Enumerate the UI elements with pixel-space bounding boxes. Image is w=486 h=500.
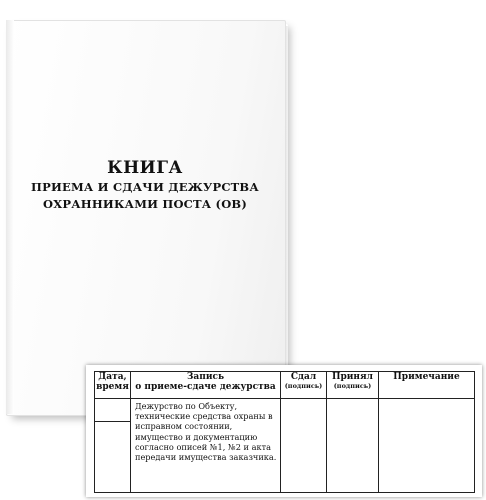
cell-date	[95, 422, 131, 493]
entry-line: согласно описей №1, №2 и акта	[135, 441, 271, 452]
entry-line: имущество и документацию	[135, 431, 258, 442]
header-handed-label: Сдал	[290, 372, 317, 382]
cell-accepted	[327, 399, 379, 493]
sample-page	[86, 365, 482, 497]
header-time-line: время	[96, 382, 129, 392]
header-record-subline: о приеме-сдаче дежурства	[135, 382, 276, 392]
duty-log-table	[94, 371, 475, 493]
table-row	[95, 399, 475, 422]
entry-line: исправном состоянии,	[135, 421, 233, 432]
header-handed-sub: (подпись)	[284, 382, 323, 390]
book-subtitle-line-2: ОХРАННИКАМИ ПОСТА (ОВ)	[43, 197, 247, 211]
cell-handed	[281, 399, 327, 493]
entry-line: Дежурство по Объекту,	[135, 401, 238, 411]
header-accepted-label: Принял	[331, 372, 374, 382]
book-spine	[6, 20, 14, 414]
table-header-row	[95, 372, 475, 399]
header-note-label: Примечание	[393, 372, 460, 382]
header-accepted-sub: (подпись)	[333, 382, 372, 390]
book-cover	[6, 20, 286, 416]
header-handed	[281, 372, 327, 399]
header-record	[131, 372, 281, 399]
entry-line: технические средства охраны в	[135, 411, 273, 422]
header-date-time	[95, 372, 131, 399]
cell-date	[95, 399, 131, 422]
cell-note	[379, 399, 475, 493]
entry-text	[131, 399, 280, 462]
entry-line: передачи имущества заказчика.	[135, 452, 277, 463]
book-subtitle-line-1: ПРИЕМА И СДАЧИ ДЕЖУРСТВА	[31, 180, 259, 194]
cell-entry	[131, 399, 281, 493]
book-title: КНИГА	[107, 158, 183, 178]
header-date-line: Дата,	[98, 372, 127, 382]
header-accepted	[327, 372, 379, 399]
header-note	[379, 372, 475, 399]
header-record-line: Запись	[186, 372, 225, 382]
